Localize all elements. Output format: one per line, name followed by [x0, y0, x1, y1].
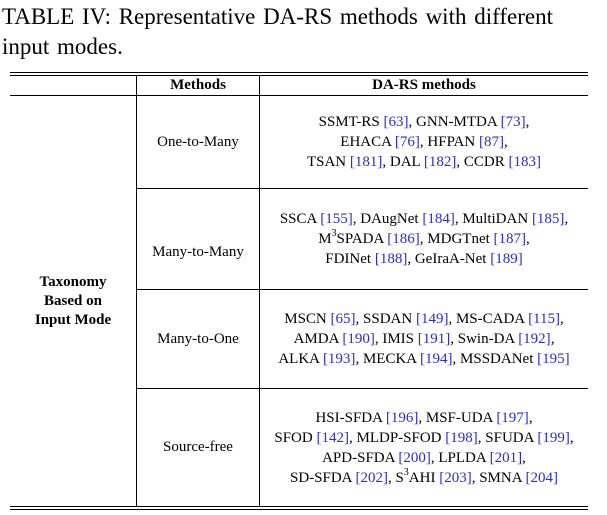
- citation-link[interactable]: [115]: [528, 311, 560, 327]
- citation-link[interactable]: [199]: [537, 429, 570, 446]
- mode-source-free: Source-free: [163, 439, 233, 455]
- superscript: 3: [331, 228, 337, 239]
- method-text: SSCA: [279, 211, 321, 227]
- method-text: , MECKA: [355, 351, 421, 367]
- method-text: , GeIraA-Net: [407, 251, 491, 267]
- citation-link[interactable]: [87]: [478, 134, 504, 150]
- method-text: ,: [569, 429, 574, 446]
- method-text: HSI-SFDA: [315, 409, 386, 426]
- method-text: , SSDAN: [355, 311, 416, 327]
- citation-link[interactable]: [188]: [374, 251, 408, 267]
- method-text: , HFPAN: [419, 134, 479, 150]
- method-text: , S: [387, 469, 404, 486]
- citation-link[interactable]: [204]: [525, 469, 558, 486]
- method-line: [280, 209, 568, 229]
- method-text: EHACA: [340, 134, 395, 150]
- citation-link[interactable]: [195]: [537, 351, 570, 367]
- method-text: MSCN: [284, 311, 331, 327]
- caption-line-2: input modes.: [2, 34, 123, 59]
- citation-link[interactable]: [63]: [383, 114, 409, 130]
- method-text: ,: [564, 211, 569, 227]
- method-text: , GNN-MTDA: [408, 114, 501, 130]
- citation-link[interactable]: [149]: [415, 311, 449, 327]
- method-line: [294, 329, 555, 349]
- method-text: , DAL: [382, 154, 424, 170]
- method-line: [278, 349, 569, 369]
- method-text: ,: [526, 231, 530, 247]
- citation-link[interactable]: [190]: [342, 331, 375, 347]
- citation-link[interactable]: [184]: [422, 211, 455, 227]
- header-methods: Methods: [170, 77, 226, 93]
- method-text: , IMIS: [374, 331, 418, 347]
- method-line: [274, 428, 573, 448]
- method-text: ,: [522, 449, 526, 466]
- method-text: M: [318, 231, 332, 247]
- citation-link[interactable]: [191]: [417, 331, 451, 347]
- method-text: , MultiDAN: [454, 211, 532, 227]
- method-line: [319, 112, 530, 132]
- method-line: [284, 309, 564, 329]
- method-text: SD-SFDA: [290, 469, 356, 486]
- method-text: SPADA: [336, 231, 388, 247]
- methods-many-to-one: [260, 290, 588, 388]
- method-text: , MSSDANet: [452, 351, 538, 367]
- method-line: [315, 408, 532, 428]
- method-text: , LPLDA: [430, 449, 490, 466]
- top-rule-1: [10, 72, 588, 73]
- citation-link[interactable]: [155]: [320, 211, 353, 227]
- citation-link[interactable]: [192]: [518, 331, 551, 347]
- bottom-rule-2: [10, 509, 588, 510]
- citation-link[interactable]: [193]: [322, 351, 356, 367]
- method-line: [322, 448, 526, 468]
- table-caption: [2, 2, 602, 62]
- method-text: AHI: [408, 469, 440, 486]
- method-line: [340, 132, 507, 152]
- citation-link[interactable]: [76]: [394, 134, 420, 150]
- method-text: , DAugNet: [352, 211, 423, 227]
- method-line: [318, 229, 530, 249]
- superscript: 3: [403, 466, 409, 478]
- mode-many-to-one: Many-to-One: [157, 330, 239, 347]
- citation-link[interactable]: [196]: [385, 409, 419, 426]
- citation-link[interactable]: [187]: [493, 231, 527, 247]
- methods-one-to-many: [260, 96, 588, 188]
- taxonomy-cell: [10, 96, 136, 506]
- mode-many-to-many: Many-to-Many: [152, 243, 244, 260]
- method-text: ,: [503, 134, 508, 150]
- taxonomy-line-2: Based on: [44, 292, 102, 309]
- method-text: ALKA: [278, 351, 323, 367]
- citation-link[interactable]: [202]: [355, 469, 388, 486]
- citation-link[interactable]: [185]: [531, 211, 565, 227]
- citation-link[interactable]: [182]: [423, 154, 457, 170]
- caption-line-1: TABLE IV: Representative DA-RS methods with different: [2, 4, 553, 29]
- method-line: [290, 468, 558, 488]
- citation-link[interactable]: [203]: [439, 469, 472, 486]
- method-line: [325, 249, 522, 269]
- citation-link[interactable]: [73]: [500, 114, 526, 130]
- method-text: ,: [525, 114, 530, 130]
- method-text: , MLDP-SFOD: [348, 429, 446, 446]
- method-text: , SFUDA: [477, 429, 538, 446]
- citation-link[interactable]: [197]: [496, 409, 529, 426]
- method-text: , Swin-DA: [450, 331, 519, 347]
- method-text: , CCDR: [456, 154, 509, 170]
- method-text: , SMNA: [471, 469, 526, 486]
- header-da-rs-methods: DA-RS methods: [372, 77, 476, 93]
- citation-link[interactable]: [142]: [316, 429, 349, 446]
- citation-link[interactable]: [198]: [445, 429, 478, 446]
- method-text: APD-SFDA: [322, 449, 399, 466]
- method-text: SFOD: [274, 429, 317, 446]
- mode-one-to-many: One-to-Many: [157, 133, 239, 150]
- methods-many-to-many: [260, 189, 588, 289]
- method-text: ,: [550, 331, 555, 347]
- method-text: ,: [560, 311, 564, 327]
- citation-link[interactable]: [181]: [349, 154, 383, 170]
- citation-link[interactable]: [194]: [420, 351, 453, 367]
- bottom-rule-1: [10, 506, 588, 507]
- method-line: [307, 152, 541, 172]
- method-text: ,: [528, 409, 533, 426]
- citation-link[interactable]: [65]: [330, 311, 356, 327]
- citation-link[interactable]: [200]: [398, 449, 431, 466]
- method-text: , MS-CADA: [448, 311, 529, 327]
- method-text: , MDGTnet: [419, 231, 494, 247]
- methods-source-free: [260, 389, 588, 506]
- taxonomy-line-3: Input Mode: [34, 311, 112, 328]
- taxonomy-line-1: Taxonomy: [39, 273, 107, 290]
- citation-link[interactable]: [183]: [508, 154, 542, 170]
- method-text: SSMT-RS: [318, 114, 384, 130]
- citation-link[interactable]: [201]: [489, 449, 523, 466]
- method-text: FDINet: [325, 251, 375, 267]
- method-text: TSAN: [306, 154, 350, 170]
- method-text: , MSF-UDA: [418, 409, 497, 426]
- method-text: AMDA: [293, 331, 343, 347]
- citation-link[interactable]: [189]: [490, 251, 523, 267]
- citation-link[interactable]: [186]: [387, 231, 420, 247]
